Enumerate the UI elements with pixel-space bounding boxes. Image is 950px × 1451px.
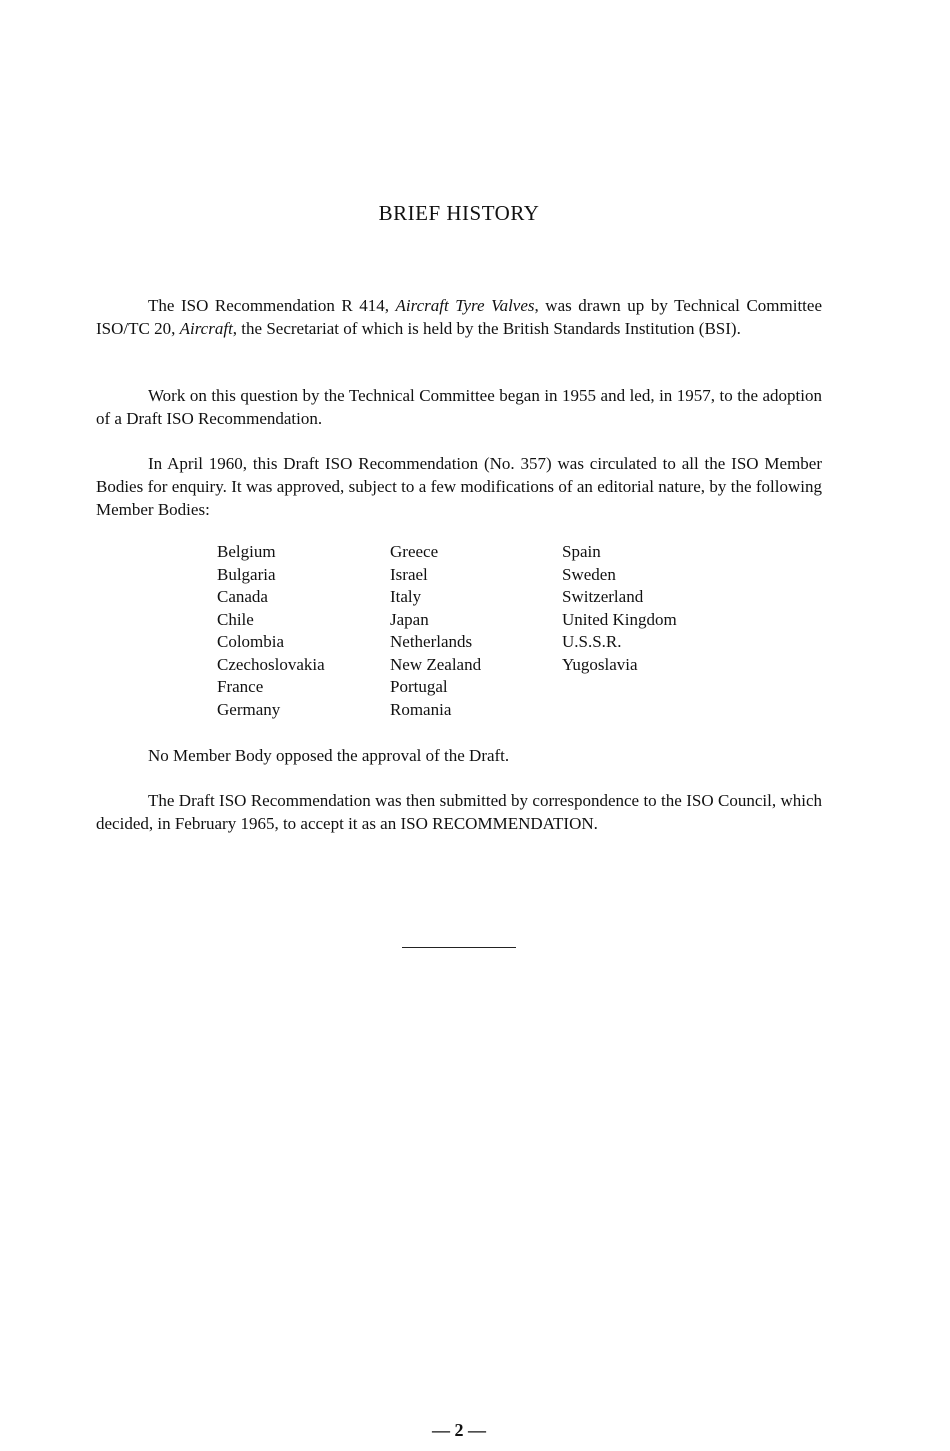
paragraph-origin-text-3: , the Secretariat of which is held by the British Standards Institution (BSI).	[232, 319, 741, 338]
member-body: Sweden	[562, 564, 616, 584]
member-body: Spain	[562, 542, 601, 561]
paragraph-origin-text-1: The ISO Recommendation R 414,	[148, 296, 396, 315]
member-body: Bulgaria	[217, 564, 276, 584]
page-title: BRIEF HISTORY	[378, 201, 540, 225]
member-bodies-column-2	[390, 541, 562, 721]
recommendation-title: Aircraft Tyre Valves	[395, 296, 535, 315]
member-bodies-column-1	[217, 541, 390, 721]
member-body: New Zealand	[390, 654, 482, 674]
page-number: — 2 —	[432, 1420, 486, 1440]
paragraph-work: Work on this question by the Technical Committee began in 1955 and led, in 1957, to the adoption of a Draft ISO Recommendation.	[96, 386, 822, 428]
member-body: Canada	[217, 587, 268, 606]
member-body: United Kingdom	[562, 609, 677, 629]
section-divider	[402, 947, 516, 948]
member-body: U.S.S.R.	[562, 632, 622, 651]
member-body: Czechoslovakia	[217, 654, 325, 674]
member-body: Greece	[390, 542, 439, 561]
member-body: Colombia	[217, 632, 285, 651]
paragraph-origin-text-2: , was drawn up by Technical Committee ISO/TC 20,	[96, 296, 822, 338]
member-body: Chile	[217, 609, 254, 629]
member-body: Yugoslavia	[562, 654, 638, 674]
committee-name: Aircraft	[179, 319, 233, 338]
member-bodies-list	[217, 541, 722, 721]
member-body: France	[217, 677, 264, 696]
member-body: Belgium	[217, 542, 276, 561]
paragraph-council-decision: The Draft ISO Recommendation was then submitted by correspondence to the ISO Council, which decided, in February 1965, to accept it as an ISO RECOMMENDATION.	[96, 791, 822, 833]
paragraph-circulation: In April 1960, this Draft ISO Recommendation (No. 357) was circulated to all the ISO Member Bodies for enquiry. It was approved, subject to a few modifications of an editorial nature, by the following Member Bodies:	[96, 454, 822, 519]
member-body: Israel	[390, 564, 428, 584]
member-body: Romania	[390, 699, 452, 719]
member-body: Portugal	[390, 677, 448, 696]
member-body: Switzerland	[562, 587, 644, 606]
member-body: Japan	[390, 609, 429, 629]
paragraph-no-opposition: No Member Body opposed the approval of the Draft.	[148, 746, 510, 765]
member-body: Germany	[217, 699, 281, 719]
member-body: Netherlands	[390, 632, 473, 651]
member-body: Italy	[390, 587, 422, 606]
paragraph-origin	[96, 294, 822, 340]
member-bodies-column-3	[562, 541, 722, 721]
